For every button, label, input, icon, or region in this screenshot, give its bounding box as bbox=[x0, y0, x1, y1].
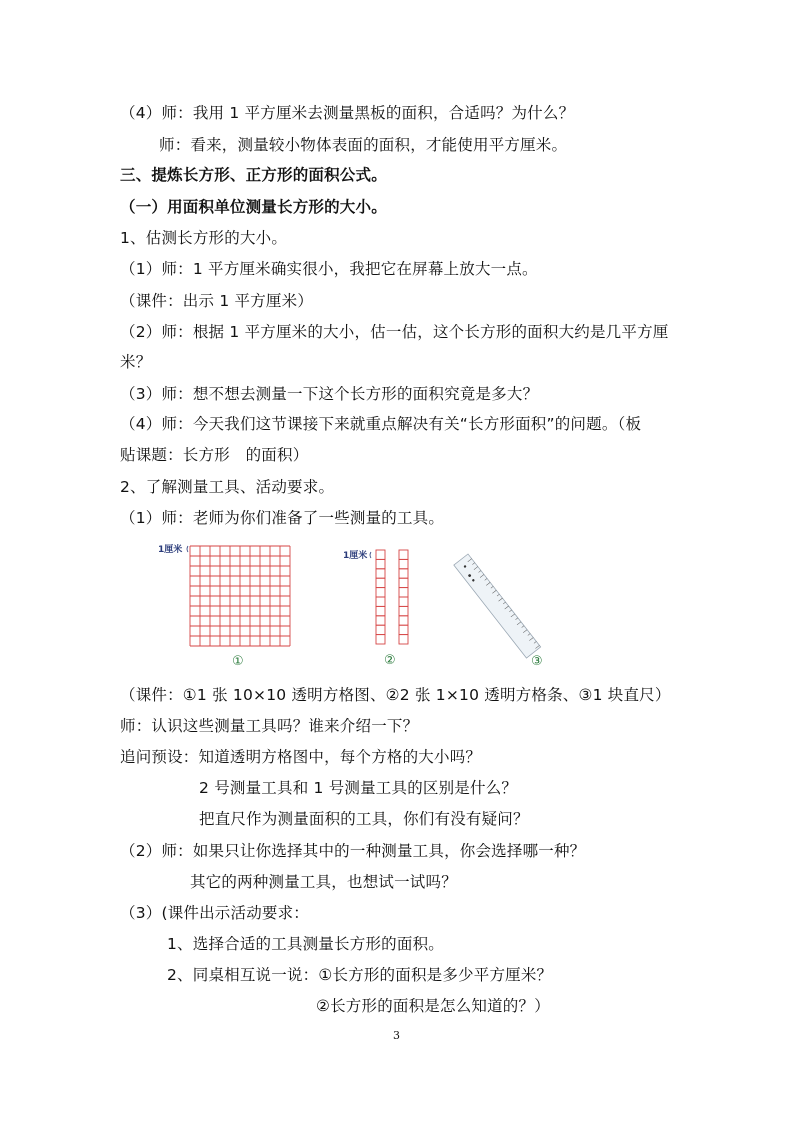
text-line: （1）师：老师为你们准备了一些测量的工具。 bbox=[120, 509, 445, 527]
text-line: 师：看来，测量较小物体表面的面积，才能使用平方厘米。 bbox=[159, 136, 568, 154]
text-line: （3）师：想不想去测量一下这个长方形的面积究竟是多大？ bbox=[120, 385, 539, 403]
text-line: 1、估测长方形的大小。 bbox=[120, 229, 288, 247]
text-line: 2、了解测量工具、活动要求。 bbox=[120, 478, 335, 496]
brace-icon bbox=[187, 546, 188, 552]
caption-tool-2: ② bbox=[384, 653, 396, 668]
text-line: （3）(课件出示活动要求： bbox=[120, 904, 310, 922]
text-line: （2）师：如果只让你选择其中的一种测量工具，你会选择哪一种？ bbox=[120, 842, 586, 860]
text-line: （一）用面积单位测量长方形的大小。 bbox=[120, 198, 387, 216]
ruler-icon bbox=[454, 554, 541, 658]
caption-tool-1: ① bbox=[232, 654, 244, 669]
text-line: （课件：①1 张 10×10 透明方格图、②2 张 1×10 透明方格条、③1 块直尺） bbox=[120, 686, 671, 704]
text-line: 师：认识这些测量工具吗？谁来介绍一下？ bbox=[120, 717, 419, 735]
text-line: 其它的两种测量工具，也想试一试吗？ bbox=[190, 873, 457, 891]
caption-tool-3: ③ bbox=[531, 654, 543, 669]
one-by-ten-strips bbox=[376, 550, 408, 644]
ten-by-ten-grid bbox=[190, 546, 290, 646]
text-line: 三、提炼长方形、正方形的面积公式。 bbox=[120, 166, 387, 184]
text-line: ②长方形的面积是怎么知道的？） bbox=[316, 997, 550, 1015]
text-line: （1）师：1 平方厘米确实很小，我把它在屏幕上放大一点。 bbox=[120, 260, 538, 278]
grid-unit-label: 1厘米 bbox=[158, 545, 183, 555]
measuring-tools-figure bbox=[150, 540, 570, 672]
strip-unit-label: 1厘米 bbox=[343, 551, 368, 561]
text-line: 1、选择合适的工具测量长方形的面积。 bbox=[167, 935, 444, 953]
text-line: 贴课题：长方形 的面积） bbox=[120, 446, 309, 464]
text-line: （课件：出示 1 平方厘米） bbox=[120, 292, 314, 310]
text-line: 米？ bbox=[120, 353, 152, 371]
text-line: 追问预设：知道透明方格图中，每个方格的大小吗？ bbox=[120, 748, 482, 766]
text-line: （2）师：根据 1 平方厘米的大小，估一估，这个长方形的面积大约是几平方厘 bbox=[120, 323, 669, 341]
text-line: （4）师：我用 1 平方厘米去测量黑板的面积，合适吗？为什么？ bbox=[120, 104, 575, 122]
text-line: （4）师：今天我们这节课接下来就重点解决有关“长方形面积”的问题。（板 bbox=[120, 415, 642, 433]
text-line: 2 号测量工具和 1 号测量工具的区别是什么？ bbox=[199, 779, 518, 797]
text-line: 把直尺作为测量面积的工具，你们有没有疑问？ bbox=[199, 810, 529, 828]
page-number: 3 bbox=[393, 1029, 400, 1042]
brace-icon bbox=[370, 552, 371, 558]
text-line: 2、同桌相互说一说：①长方形的面积是多少平方厘米？ bbox=[167, 966, 553, 984]
